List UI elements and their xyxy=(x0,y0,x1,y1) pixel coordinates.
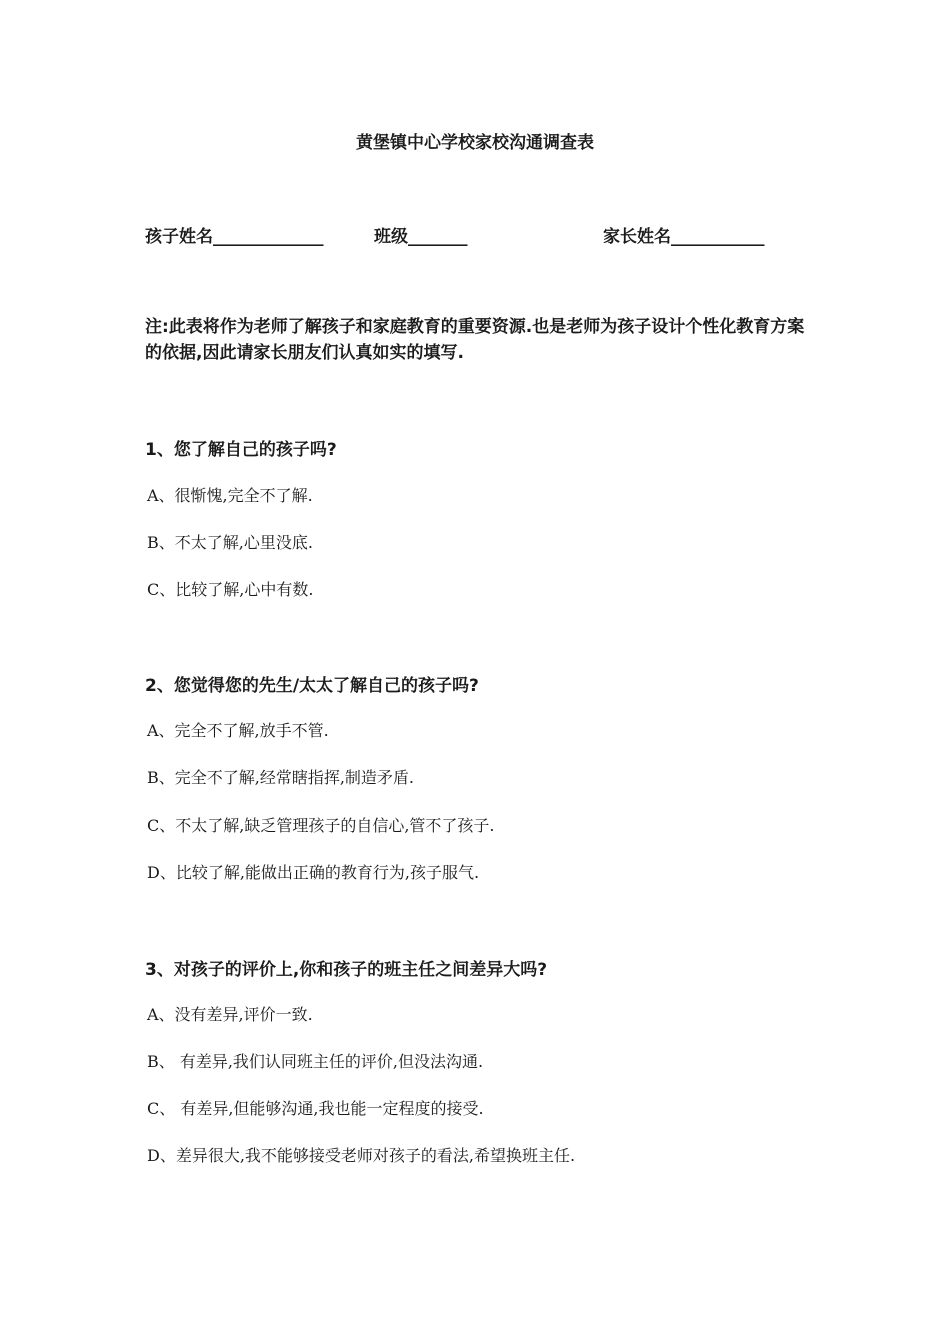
question-2-option-d: D、比较了解,能做出正确的教育行为,孩子服气. xyxy=(147,863,480,882)
question-2-option-b: B、完全不了解,经常瞎指挥,制造矛盾. xyxy=(147,768,415,787)
question-1-option-a: A、很惭愧,完全不了解. xyxy=(147,486,313,505)
question-2-option-c: C、不太了解,缺乏管理孩子的自信心,管不了孩子. xyxy=(147,816,495,835)
question-1-option-b: B、不太了解,心里没底. xyxy=(147,533,313,552)
question-3-option-d: D、差异很大,我不能够接受老师对孩子的看法,希望换班主任. xyxy=(147,1146,576,1165)
question-3: 3、对孩子的评价上,你和孩子的班主任之间差异大吗? xyxy=(145,960,548,980)
question-3-option-b: B、 有差异,我们认同班主任的评价,但没法沟通. xyxy=(147,1052,484,1071)
parent-name-field: 家长姓名___________ xyxy=(603,227,765,247)
child-name-field: 孩子姓名_____________ xyxy=(145,227,324,247)
question-2: 2、您觉得您的先生/太太了解自己的孩子吗? xyxy=(145,676,479,696)
question-3-option-c: C、 有差异,但能够沟通,我也能一定程度的接受. xyxy=(147,1099,484,1118)
question-1-option-c: C、比较了解,心中有数. xyxy=(147,580,314,599)
page-title: 黄堡镇中心学校家校沟通调查表 xyxy=(356,133,594,153)
survey-note: 注:此表将作为老师了解孩子和家庭教育的重要资源.也是老师为孩子设计个性化教育方案的依据,因此请家长朋友们认真如实的填写. xyxy=(145,317,805,363)
question-2-option-a: A、完全不了解,放手不管. xyxy=(147,721,329,740)
question-1: 1、您了解自己的孩子吗? xyxy=(145,440,337,460)
question-3-option-a: A、没有差异,评价一致. xyxy=(147,1005,313,1024)
class-field: 班级_______ xyxy=(374,227,468,247)
